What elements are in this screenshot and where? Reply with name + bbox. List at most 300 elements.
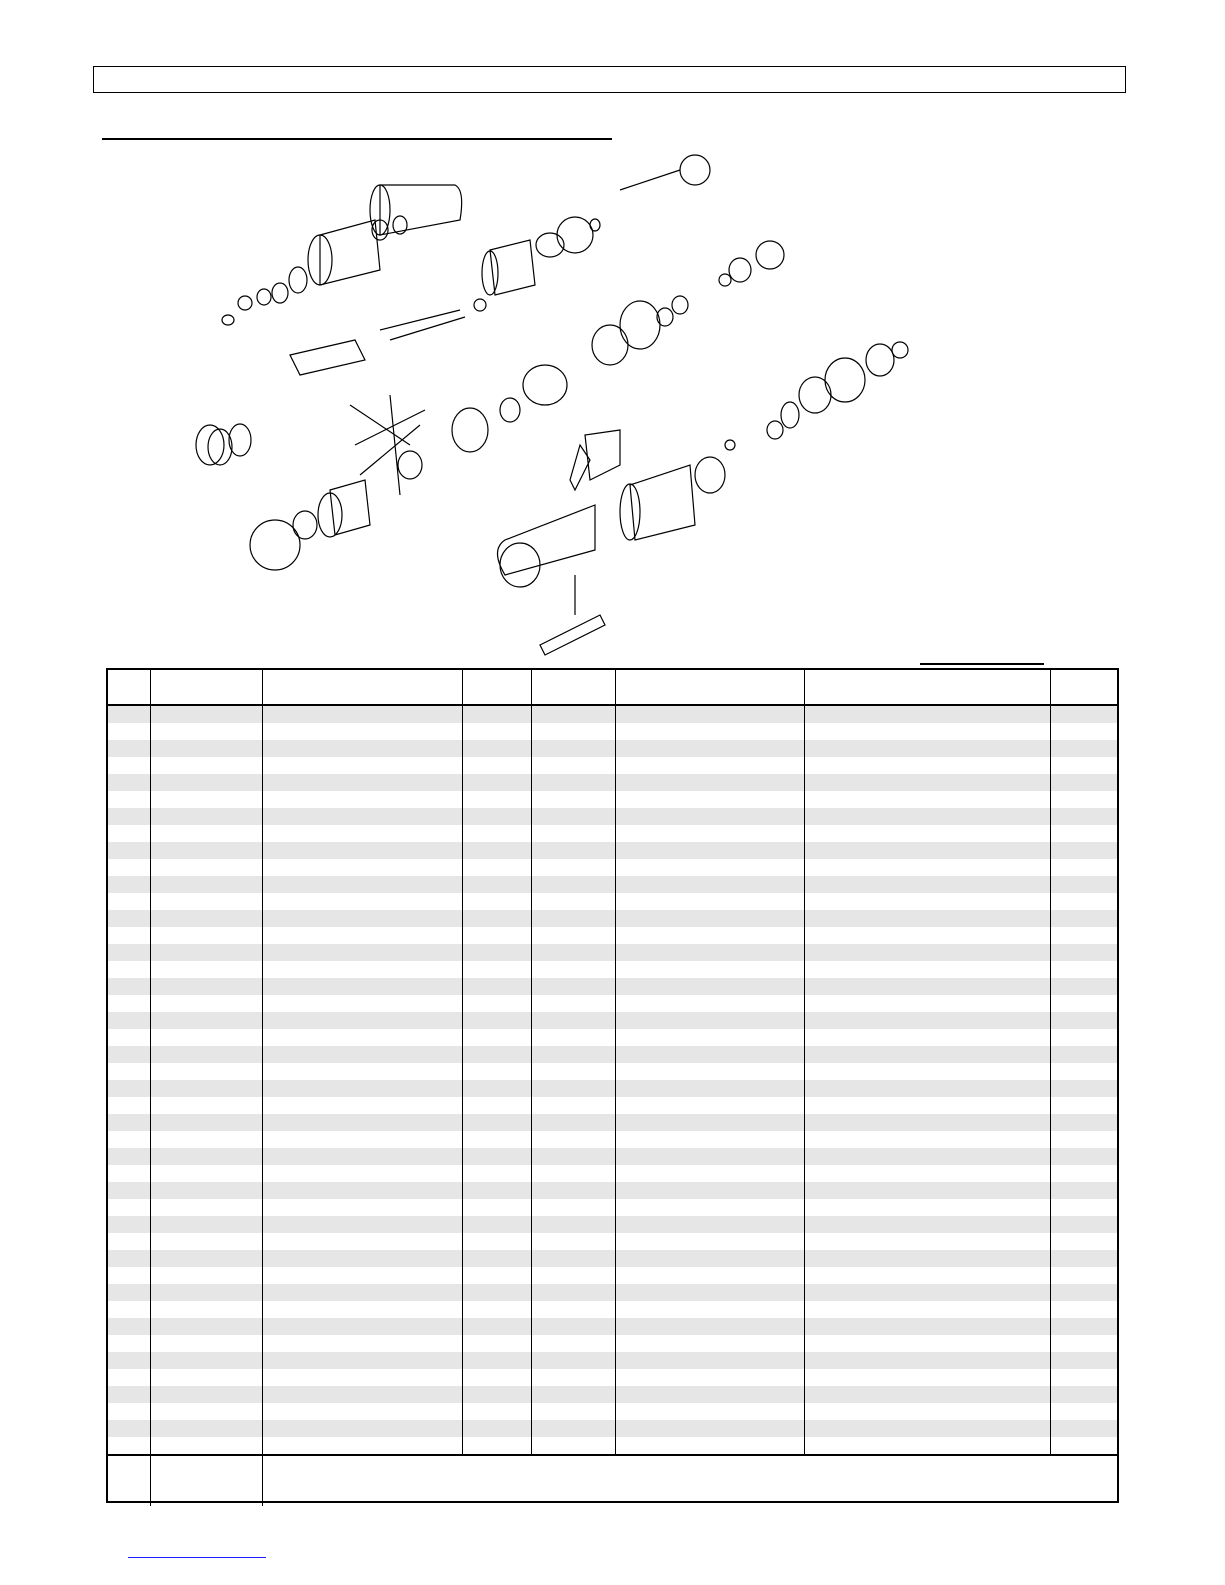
table-cell xyxy=(615,1114,804,1131)
table-cell xyxy=(262,757,462,774)
section-title-rule xyxy=(102,138,612,140)
table-cell xyxy=(615,1352,804,1369)
table-cell xyxy=(108,1335,150,1352)
table-cell xyxy=(615,1029,804,1046)
table-cell xyxy=(531,791,615,808)
table-row xyxy=(108,995,1117,1012)
table-cell xyxy=(804,808,1050,825)
table-row xyxy=(108,876,1117,893)
table-cell xyxy=(1050,740,1117,757)
table-cell xyxy=(531,1012,615,1029)
table-cell xyxy=(804,1199,1050,1216)
note-cell-b xyxy=(150,1455,262,1506)
table-cell xyxy=(262,1318,462,1335)
table-cell xyxy=(1050,1165,1117,1182)
table-cell xyxy=(262,1267,462,1284)
table-cell xyxy=(150,1284,262,1301)
table-cell xyxy=(262,893,462,910)
header-cell xyxy=(262,687,462,705)
table-cell xyxy=(108,1165,150,1182)
table-cell xyxy=(462,1420,531,1437)
table-cell xyxy=(462,774,531,791)
table-cell xyxy=(804,1386,1050,1403)
table-cell xyxy=(462,859,531,876)
table-cell xyxy=(462,808,531,825)
table-cell xyxy=(262,808,462,825)
table-cell xyxy=(615,978,804,995)
table-cell xyxy=(531,1063,615,1080)
table-row xyxy=(108,944,1117,961)
table-cell xyxy=(1050,705,1117,723)
table-cell xyxy=(150,1131,262,1148)
table-cell xyxy=(615,1233,804,1250)
table-cell xyxy=(804,740,1050,757)
table-cell xyxy=(1050,876,1117,893)
table-cell xyxy=(804,1114,1050,1131)
table-cell xyxy=(462,1063,531,1080)
table-cell xyxy=(804,1301,1050,1318)
header-cell xyxy=(150,687,262,705)
table-cell xyxy=(150,927,262,944)
table-cell xyxy=(804,1182,1050,1199)
table-cell xyxy=(615,1403,804,1420)
table-cell xyxy=(1050,757,1117,774)
table-title-link[interactable] xyxy=(920,663,1044,665)
table-cell xyxy=(150,842,262,859)
table-cell xyxy=(615,723,804,740)
table-cell xyxy=(615,1437,804,1455)
table-cell xyxy=(531,1199,615,1216)
table-cell xyxy=(150,1080,262,1097)
table-cell xyxy=(108,1233,150,1250)
table-cell xyxy=(1050,1063,1117,1080)
table-cell xyxy=(150,1420,262,1437)
table-cell xyxy=(150,1199,262,1216)
table-cell xyxy=(108,876,150,893)
table-cell xyxy=(108,723,150,740)
table-row xyxy=(108,740,1117,757)
table-cell xyxy=(531,876,615,893)
table-cell xyxy=(108,995,150,1012)
table-row xyxy=(108,825,1117,842)
table-cell xyxy=(804,1318,1050,1335)
table-cell xyxy=(804,1420,1050,1437)
table-cell xyxy=(108,1097,150,1114)
table-cell xyxy=(1050,1301,1117,1318)
table-cell xyxy=(804,1148,1050,1165)
table-cell xyxy=(531,1301,615,1318)
table-cell xyxy=(108,1046,150,1063)
table-cell xyxy=(108,893,150,910)
table-cell xyxy=(262,740,462,757)
table-row xyxy=(108,961,1117,978)
table-row xyxy=(108,1233,1117,1250)
table-cell xyxy=(1050,1369,1117,1386)
table-cell xyxy=(462,1369,531,1386)
table-cell xyxy=(108,1250,150,1267)
exploded-parts-diagram xyxy=(180,145,940,665)
table-cell xyxy=(531,1233,615,1250)
table-cell xyxy=(804,876,1050,893)
table-cell xyxy=(1050,1199,1117,1216)
table-cell xyxy=(150,1012,262,1029)
table-cell xyxy=(804,825,1050,842)
note-text xyxy=(262,1455,1117,1506)
table-cell xyxy=(615,1148,804,1165)
table-cell xyxy=(262,1352,462,1369)
table-cell xyxy=(150,723,262,740)
table-cell xyxy=(150,1046,262,1063)
table-cell xyxy=(804,723,1050,740)
table-cell xyxy=(1050,1437,1117,1455)
table-cell xyxy=(615,1420,804,1437)
table-cell xyxy=(804,705,1050,723)
table-cell xyxy=(150,1369,262,1386)
table-cell xyxy=(615,1216,804,1233)
table-cell xyxy=(804,1437,1050,1455)
table-cell xyxy=(150,859,262,876)
table-cell xyxy=(150,1165,262,1182)
center-upper-cylinder xyxy=(482,155,710,295)
table-cell xyxy=(531,1097,615,1114)
table-cell xyxy=(108,944,150,961)
table-cell xyxy=(108,1148,150,1165)
table-cell xyxy=(531,1352,615,1369)
trigger-and-handle xyxy=(498,430,621,655)
table-cell xyxy=(462,1250,531,1267)
table-cell xyxy=(615,910,804,927)
table-cell xyxy=(1050,774,1117,791)
table-cell xyxy=(1050,1335,1117,1352)
table-cell xyxy=(531,1318,615,1335)
table-cell xyxy=(804,927,1050,944)
table-row xyxy=(108,1148,1117,1165)
table-cell xyxy=(804,1097,1050,1114)
table-cell xyxy=(531,705,615,723)
table-cell xyxy=(150,1403,262,1420)
table-cell xyxy=(108,978,150,995)
table-cell xyxy=(262,1114,462,1131)
table-cell xyxy=(531,1420,615,1437)
table-cell xyxy=(615,1284,804,1301)
table-cell xyxy=(262,723,462,740)
table-cell xyxy=(462,1182,531,1199)
table-row xyxy=(108,1284,1117,1301)
table-cell xyxy=(108,825,150,842)
table-row xyxy=(108,842,1117,859)
header-cell xyxy=(804,670,1050,687)
table-cell xyxy=(108,774,150,791)
table-cell xyxy=(462,1403,531,1420)
table-cell xyxy=(1050,978,1117,995)
table-cell xyxy=(262,825,462,842)
footer-link[interactable] xyxy=(128,1557,266,1558)
header-cell xyxy=(1050,687,1117,705)
table-cell xyxy=(262,1420,462,1437)
table-row xyxy=(108,1199,1117,1216)
table-header-row xyxy=(108,670,1117,687)
table-cell xyxy=(462,1148,531,1165)
table-row xyxy=(108,1386,1117,1403)
table-cell xyxy=(462,705,531,723)
table-cell xyxy=(462,961,531,978)
table-cell xyxy=(531,1386,615,1403)
table-cell xyxy=(615,927,804,944)
table-cell xyxy=(462,978,531,995)
table-cell xyxy=(150,1233,262,1250)
table-cell xyxy=(531,910,615,927)
table-cell xyxy=(108,1114,150,1131)
table-cell xyxy=(804,961,1050,978)
table-cell xyxy=(615,1301,804,1318)
table-cell xyxy=(1050,1403,1117,1420)
header-cell xyxy=(1050,670,1117,687)
table-cell xyxy=(1050,825,1117,842)
table-cell xyxy=(531,808,615,825)
header-cell xyxy=(615,687,804,705)
shaft-parts xyxy=(290,299,486,375)
table-cell xyxy=(462,1318,531,1335)
table-cell xyxy=(150,1386,262,1403)
table-cell xyxy=(615,1335,804,1352)
table-cell xyxy=(1050,1386,1117,1403)
table-cell xyxy=(615,842,804,859)
table-cell xyxy=(615,1097,804,1114)
table-cell xyxy=(108,1301,150,1318)
table-cell xyxy=(804,1063,1050,1080)
table-cell xyxy=(462,1114,531,1131)
table-cell xyxy=(1050,1284,1117,1301)
table-cell xyxy=(531,1267,615,1284)
table-cell xyxy=(108,859,150,876)
table-cell xyxy=(108,1131,150,1148)
header-cell xyxy=(108,687,150,705)
table-cell xyxy=(804,995,1050,1012)
table-cell xyxy=(262,927,462,944)
table-cell xyxy=(1050,1097,1117,1114)
table-cell xyxy=(531,1369,615,1386)
table-cell xyxy=(531,1114,615,1131)
table-cell xyxy=(615,1012,804,1029)
table-cell xyxy=(150,808,262,825)
table-cell xyxy=(150,1029,262,1046)
table-cell xyxy=(531,1335,615,1352)
table-cell xyxy=(262,1165,462,1182)
table-row xyxy=(108,1352,1117,1369)
table-cell xyxy=(1050,1148,1117,1165)
table-cell xyxy=(531,978,615,995)
table-header-row xyxy=(108,687,1117,705)
table-cell xyxy=(150,757,262,774)
table-cell xyxy=(462,723,531,740)
table-cell xyxy=(531,774,615,791)
table-row xyxy=(108,1301,1117,1318)
table-cell xyxy=(804,944,1050,961)
table-row xyxy=(108,1267,1117,1284)
table-cell xyxy=(1050,927,1117,944)
table-cell xyxy=(262,1437,462,1455)
table-cell xyxy=(150,1301,262,1318)
table-row xyxy=(108,1318,1117,1335)
table-cell xyxy=(462,927,531,944)
table-cell xyxy=(262,1046,462,1063)
table-cell xyxy=(262,791,462,808)
table-cell xyxy=(462,791,531,808)
table-cell xyxy=(531,757,615,774)
table-cell xyxy=(531,1080,615,1097)
table-cell xyxy=(262,705,462,723)
table-cell xyxy=(108,1420,150,1437)
table-cell xyxy=(531,961,615,978)
table-cell xyxy=(462,944,531,961)
table-cell xyxy=(150,961,262,978)
table-cell xyxy=(462,740,531,757)
table-cell xyxy=(462,910,531,927)
table-row xyxy=(108,1029,1117,1046)
table-cell xyxy=(108,757,150,774)
table-cell xyxy=(1050,893,1117,910)
table-cell xyxy=(615,859,804,876)
table-cell xyxy=(804,1267,1050,1284)
table-cell xyxy=(531,1284,615,1301)
table-cell xyxy=(531,1403,615,1420)
table-cell xyxy=(262,1097,462,1114)
table-cell xyxy=(531,1437,615,1455)
header-cell xyxy=(462,687,531,705)
table-cell xyxy=(804,1216,1050,1233)
table-cell xyxy=(262,1029,462,1046)
table-cell xyxy=(1050,859,1117,876)
table-cell xyxy=(108,1386,150,1403)
table-cell xyxy=(1050,1114,1117,1131)
table-cell xyxy=(1050,1216,1117,1233)
table-cell xyxy=(804,1029,1050,1046)
table-cell xyxy=(1050,1131,1117,1148)
table-cell xyxy=(150,1114,262,1131)
table-row xyxy=(108,1182,1117,1199)
table-cell xyxy=(531,1182,615,1199)
header-cell xyxy=(108,670,150,687)
table-row xyxy=(108,1437,1117,1455)
table-cell xyxy=(462,1080,531,1097)
table-cell xyxy=(150,1063,262,1080)
table-cell xyxy=(615,825,804,842)
table-cell xyxy=(150,876,262,893)
table-cell xyxy=(615,740,804,757)
table-cell xyxy=(531,1216,615,1233)
table-cell xyxy=(615,791,804,808)
table-row xyxy=(108,1369,1117,1386)
table-cell xyxy=(462,1216,531,1233)
table-cell xyxy=(150,1352,262,1369)
table-cell xyxy=(462,1165,531,1182)
table-cell xyxy=(615,876,804,893)
table-cell xyxy=(615,1250,804,1267)
table-cell xyxy=(108,740,150,757)
table-cell xyxy=(804,910,1050,927)
table-cell xyxy=(1050,1352,1117,1369)
table-cell xyxy=(262,995,462,1012)
table-cell xyxy=(462,1097,531,1114)
table-cell xyxy=(262,1131,462,1148)
table-cell xyxy=(804,774,1050,791)
table-cell xyxy=(262,1063,462,1080)
table-cell xyxy=(804,1046,1050,1063)
header-cell xyxy=(150,670,262,687)
table-cell xyxy=(1050,1046,1117,1063)
table-cell xyxy=(108,1369,150,1386)
table-cell xyxy=(262,1080,462,1097)
table-cell xyxy=(108,1080,150,1097)
motor-cylinder xyxy=(620,440,735,540)
table-cell xyxy=(615,1182,804,1199)
table-cell xyxy=(108,1267,150,1284)
table-cell xyxy=(108,808,150,825)
table-cell xyxy=(262,842,462,859)
table-cell xyxy=(462,1437,531,1455)
table-cell xyxy=(108,1063,150,1080)
table-row xyxy=(108,723,1117,740)
table-cell xyxy=(531,825,615,842)
table-cell xyxy=(462,825,531,842)
table-cell xyxy=(531,1148,615,1165)
table-cell xyxy=(150,1318,262,1335)
table-cell xyxy=(1050,808,1117,825)
table-cell xyxy=(150,1250,262,1267)
table-cell xyxy=(462,1335,531,1352)
table-cell xyxy=(615,1318,804,1335)
table-cell xyxy=(1050,791,1117,808)
table-cell xyxy=(615,1063,804,1080)
table-cell xyxy=(108,910,150,927)
table-cell xyxy=(108,1403,150,1420)
table-cell xyxy=(150,910,262,927)
table-cell xyxy=(531,723,615,740)
table-cell xyxy=(150,995,262,1012)
table-cell xyxy=(150,1216,262,1233)
table-cell xyxy=(531,1131,615,1148)
table-cell xyxy=(804,1131,1050,1148)
table-cell xyxy=(150,825,262,842)
table-cell xyxy=(462,1267,531,1284)
table-cell xyxy=(531,893,615,910)
table-row xyxy=(108,774,1117,791)
table-cell xyxy=(804,1165,1050,1182)
table-cell xyxy=(262,961,462,978)
table-cell xyxy=(108,1318,150,1335)
table-cell xyxy=(531,944,615,961)
table-cell xyxy=(1050,961,1117,978)
table-row xyxy=(108,1420,1117,1437)
table-cell xyxy=(804,1284,1050,1301)
table-cell xyxy=(804,978,1050,995)
table-cell xyxy=(150,1335,262,1352)
table-cell xyxy=(262,1335,462,1352)
table-cell xyxy=(150,1097,262,1114)
table-row xyxy=(108,859,1117,876)
table-cell xyxy=(262,978,462,995)
table-cell xyxy=(1050,1012,1117,1029)
table-cell xyxy=(462,1131,531,1148)
table-cell xyxy=(108,1352,150,1369)
table-cell xyxy=(615,1369,804,1386)
table-cell xyxy=(108,791,150,808)
table-row xyxy=(108,705,1117,723)
table-cell xyxy=(804,1352,1050,1369)
table-cell xyxy=(1050,944,1117,961)
right-upper-rings xyxy=(592,241,784,365)
table-cell xyxy=(1050,723,1117,740)
